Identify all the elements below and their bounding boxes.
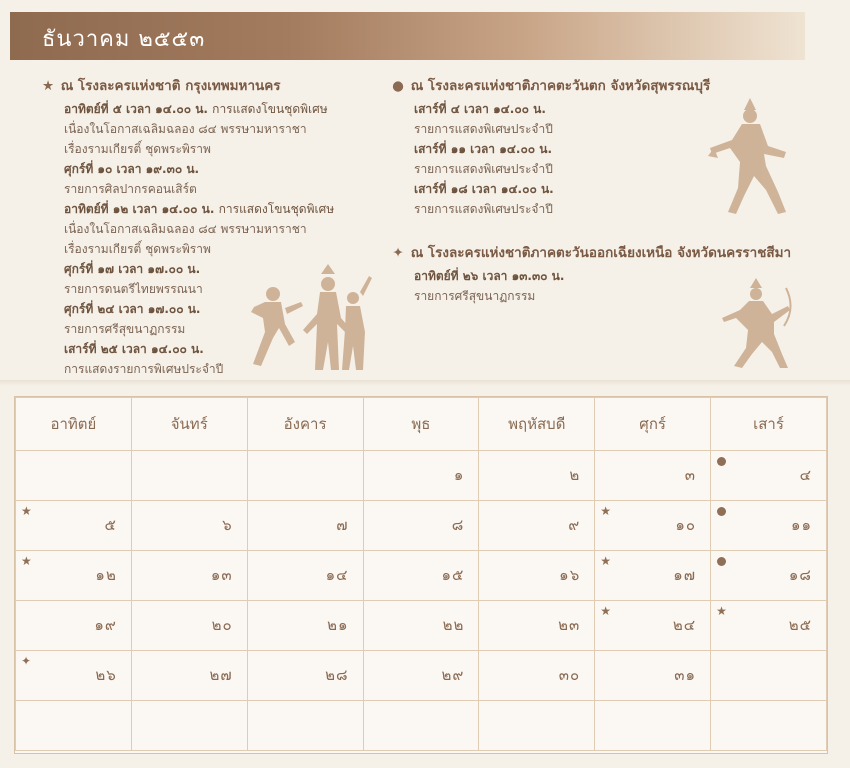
weekday-header-row — [16, 398, 827, 451]
day-number: ๑๑ — [790, 516, 812, 534]
weekday-header: พุธ — [363, 398, 479, 451]
event-date: เสาร์ที่ ๑๘ เวลา ๑๔.๐๐ น. — [414, 182, 554, 196]
event-date-text: อาทิตย์ที่ ๕ เวลา ๑๔.๐๐ น. — [64, 102, 208, 116]
calendar-week-row — [16, 701, 827, 751]
event-line: รายการแสดงพิเศษประจำปี — [414, 122, 553, 136]
event-date: เสาร์ที่ ๑๑ เวลา ๑๔.๐๐ น. — [414, 142, 553, 156]
calendar-day-cell — [363, 551, 479, 601]
event-date-text: อาทิตย์ที่ ๑๒ เวลา ๑๔.๐๐ น. — [64, 202, 215, 216]
event-date: ศุกร์ที่ ๑๗ เวลา ๑๗.๐๐ น. — [64, 262, 201, 276]
day-number: ๑๙ — [94, 616, 117, 634]
event-line: เนื่องในโอกาสเฉลิมฉลอง ๘๔ พรรษามหาราชา — [64, 222, 307, 236]
calendar-day-cell — [711, 701, 827, 751]
event-date: ศุกร์ที่ ๑๐ เวลา ๑๙.๓๐ น. — [64, 162, 200, 176]
day-number: ๒๓ — [558, 616, 581, 634]
calendar-day-cell — [363, 601, 479, 651]
dot-icon — [717, 557, 726, 566]
dot-icon — [717, 457, 726, 466]
calendar-day-cell — [595, 601, 711, 651]
calendar-day-cell — [131, 501, 247, 551]
calendar-day-cell — [595, 701, 711, 751]
star-icon: ★ — [600, 504, 611, 518]
day-number: ๑๒ — [95, 566, 117, 584]
day-number: ๙ — [568, 516, 581, 534]
day-number: ๑๖ — [559, 566, 581, 584]
archer-dancer-illustration — [716, 278, 796, 370]
calendar-week-row — [16, 551, 827, 601]
weekday-header: อังคาร — [247, 398, 363, 451]
calendar-day-cell — [131, 451, 247, 501]
day-number: ๒๔ — [672, 616, 697, 634]
event-date: อาทิตย์ที่ ๒๖ เวลา ๑๓.๓๐ น. — [414, 269, 565, 283]
calendar-day-cell — [247, 701, 363, 751]
calendar-day-cell — [131, 601, 247, 651]
calendar-day-cell — [247, 551, 363, 601]
calendar-body — [16, 451, 827, 751]
event-date: เสาร์ที่ ๔ เวลา ๑๔.๐๐ น. — [414, 102, 546, 116]
calendar-day-cell — [363, 451, 479, 501]
calendar-day-cell — [595, 551, 711, 601]
calendar-day-cell — [16, 551, 132, 601]
calendar-day-cell — [479, 451, 595, 501]
event-line: รายการดนตรีไทยพรรณนา — [64, 282, 203, 296]
calendar-day-cell — [16, 701, 132, 751]
event-line: รายการศิลปากรคอนเสิร์ต — [64, 182, 197, 196]
star-icon: ★ — [600, 604, 611, 618]
event-line: เรื่องรามเกียรติ์ ชุดพระพิราพ — [64, 242, 211, 256]
calendar-day-cell — [479, 701, 595, 751]
calendar-week-row — [16, 501, 827, 551]
day-number: ๒๙ — [441, 666, 465, 684]
event-date — [64, 199, 380, 219]
sparkle-icon: ✦ — [392, 245, 404, 261]
venue-name: ณ โรงละครแห่งชาติภาคตะวันออกเฉียงเหนือ จังหวัดนครราชสีมา — [410, 245, 792, 261]
calendar-day-cell — [247, 451, 363, 501]
demon-dancer-illustration — [706, 96, 792, 216]
star-icon: ★ — [21, 554, 32, 568]
event-title: การแสดงโขนชุดพิเศษ — [212, 102, 328, 116]
weekday-header: จันทร์ — [131, 398, 247, 451]
day-number: ๔ — [799, 466, 812, 484]
event-line: รายการแสดงพิเศษประจำปี — [414, 202, 553, 216]
calendar-week-row — [16, 451, 827, 501]
calendar-day-cell — [363, 651, 479, 701]
calendar-day-cell — [711, 651, 827, 701]
day-number: ๑๗ — [673, 566, 697, 584]
calendar-day-cell — [131, 551, 247, 601]
event-title: การแสดงโขนชุดพิเศษ — [218, 202, 335, 216]
calendar-day-cell — [479, 651, 595, 701]
day-number: ๑๓ — [210, 566, 233, 584]
calendar-day-cell — [247, 601, 363, 651]
calendar-day-cell — [16, 651, 132, 701]
header-band — [10, 12, 805, 60]
month-title: ธันวาคม ๒๕๕๓ — [42, 27, 206, 52]
calendar-day-cell — [16, 601, 132, 651]
event-line: รายการแสดงพิเศษประจำปี — [414, 162, 553, 176]
day-number: ๑๐ — [675, 516, 697, 534]
venue-bangkok — [40, 74, 380, 96]
calendar-week-row — [16, 601, 827, 651]
calendar-day-cell — [16, 501, 132, 551]
event-date — [64, 99, 380, 119]
event-line: รายการศรีสุขนาฏกรรม — [64, 322, 186, 336]
calendar-week-row — [16, 651, 827, 701]
day-number: ๒๗ — [209, 666, 233, 684]
calendar-day-cell — [711, 501, 827, 551]
calendar-day-cell — [711, 601, 827, 651]
dot-icon — [717, 507, 726, 516]
day-number: ๓ — [684, 466, 697, 484]
day-number: ๑๘ — [788, 566, 812, 584]
calendar-day-cell — [131, 701, 247, 751]
event-line: เรื่องรามเกียรติ์ ชุดพระพิราพ — [64, 142, 211, 156]
sparkle-icon: ✦ — [21, 654, 32, 668]
venue-nakhonratchasima — [390, 241, 820, 263]
day-number: ๑๕ — [441, 566, 465, 584]
weekday-header: เสาร์ — [711, 398, 827, 451]
dot-icon: ● — [392, 78, 404, 94]
day-number: ๒๐ — [211, 616, 233, 634]
event-line: เนื่องในโอกาสเฉลิมฉลอง ๘๔ พรรษามหาราชา — [64, 122, 307, 136]
day-number: ๒๑ — [327, 616, 349, 634]
day-number: ๒ — [569, 466, 581, 484]
calendar-day-cell — [479, 501, 595, 551]
event-date: เสาร์ที่ ๒๕ เวลา ๑๔.๐๐ น. — [64, 342, 204, 356]
khon-dancers-illustration — [245, 262, 375, 374]
day-number: ๕ — [104, 516, 117, 534]
venue-name: ณ โรงละครแห่งชาติ กรุงเทพมหานคร — [60, 78, 281, 94]
calendar-day-cell — [131, 651, 247, 701]
calendar-grid — [15, 397, 827, 751]
calendar-day-cell — [247, 651, 363, 701]
calendar-day-cell — [595, 651, 711, 701]
day-number: ๑ — [453, 466, 465, 484]
event-line: รายการศรีสุขนาฏกรรม — [414, 289, 536, 303]
weekday-header: พฤหัสบดี — [479, 398, 595, 451]
day-number: ๒๕ — [788, 616, 812, 634]
calendar-day-cell — [247, 501, 363, 551]
calendar-day-cell — [595, 501, 711, 551]
calendar-day-cell — [363, 501, 479, 551]
day-number: ๓๑ — [674, 666, 697, 684]
calendar-day-cell — [711, 551, 827, 601]
fold-line — [0, 380, 850, 386]
calendar-day-cell — [711, 451, 827, 501]
weekday-header: อาทิตย์ — [16, 398, 132, 451]
weekday-header: ศุกร์ — [595, 398, 711, 451]
day-number: ๖ — [222, 516, 233, 534]
calendar-day-cell — [479, 601, 595, 651]
star-icon: ★ — [41, 78, 55, 94]
event-line: การแสดงรายการพิเศษประจำปี — [64, 362, 224, 376]
day-number: ๒๖ — [95, 666, 117, 684]
venue-suphanburi — [390, 74, 820, 96]
calendar-day-cell — [479, 551, 595, 601]
day-number: ๒๒ — [442, 616, 465, 634]
calendar — [14, 396, 828, 754]
venue-name: ณ โรงละครแห่งชาติภาคตะวันตก จังหวัดสุพรรณบุรี — [410, 78, 711, 94]
star-icon: ★ — [600, 554, 611, 568]
day-number: ๑๔ — [325, 566, 349, 584]
calendar-day-cell — [16, 451, 132, 501]
calendar-day-cell — [595, 451, 711, 501]
day-number: ๘ — [451, 516, 465, 534]
star-icon: ★ — [716, 604, 727, 618]
day-number: ๒๘ — [325, 666, 349, 684]
calendar-day-cell — [363, 701, 479, 751]
day-number: ๓๐ — [558, 666, 581, 684]
event-date: ศุกร์ที่ ๒๔ เวลา ๑๗.๐๐ น. — [64, 302, 201, 316]
star-icon: ★ — [21, 504, 32, 518]
day-number: ๗ — [336, 516, 349, 534]
